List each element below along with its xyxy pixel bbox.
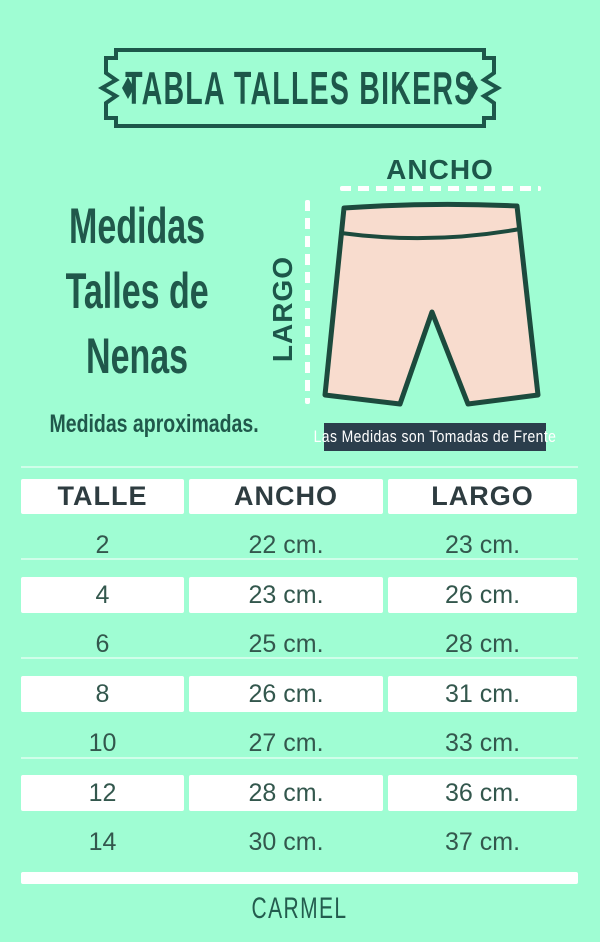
cell-ancho: 30 cm. [248, 827, 324, 856]
biker-shorts-illustration [315, 198, 550, 413]
table-row [0, 577, 600, 613]
row-separator [21, 466, 578, 468]
diagram-caption-box [313, 423, 557, 451]
column-header-largo: LARGO [388, 479, 577, 514]
banner-title [98, 44, 502, 132]
brand-name: CARMEL [252, 892, 348, 925]
length-dashed-line [305, 200, 310, 404]
table-header-row [0, 479, 600, 514]
banner-title-text: TABLA TALLES BIKERS [125, 62, 475, 114]
table-end-bar [21, 872, 578, 884]
cell-ancho: 26 cm. [189, 676, 383, 712]
diagram-caption-text: Las Medidas son Tomadas de Frente [313, 427, 557, 446]
cell-talle: 12 [21, 775, 184, 811]
intro-title-line-1: Medidas [68, 198, 206, 254]
cell-largo: 37 cm. [444, 827, 521, 856]
cell-ancho: 23 cm. [189, 577, 383, 613]
cell-largo: 23 cm. [444, 530, 521, 559]
table-row [0, 527, 600, 563]
table-row [0, 775, 600, 811]
cell-largo: 33 cm. [444, 728, 521, 757]
cell-ancho: 27 cm. [248, 728, 324, 757]
width-dashed-line [340, 186, 541, 191]
cell-talle: 2 [95, 530, 110, 559]
length-dimension-label: LARGO [267, 255, 298, 363]
cell-ancho: 25 cm. [248, 629, 324, 658]
intro-title-line-2: Talles de [65, 263, 209, 319]
cell-talle: 14 [88, 827, 117, 856]
cell-largo: 36 cm. [388, 775, 577, 811]
cell-largo: 26 cm. [388, 577, 577, 613]
intro-title-line-3: Nenas [85, 328, 189, 384]
table-row [0, 626, 600, 662]
width-dimension-label: ANCHO [386, 154, 494, 185]
intro-subtitle: Medidas aproximadas. [49, 410, 259, 438]
cell-largo: 31 cm. [388, 676, 577, 712]
table-row [0, 824, 600, 860]
table-row [0, 676, 600, 712]
cell-talle: 8 [21, 676, 184, 712]
brand-footer [0, 892, 600, 926]
cell-ancho: 28 cm. [189, 775, 383, 811]
cell-talle: 4 [21, 577, 184, 613]
column-header-talle: TALLE [21, 479, 184, 514]
cell-talle: 6 [95, 629, 110, 658]
cell-ancho: 22 cm. [248, 530, 324, 559]
cell-largo: 28 cm. [444, 629, 521, 658]
intro-title [8, 194, 266, 389]
table-row [0, 725, 600, 761]
column-header-ancho: ANCHO [189, 479, 383, 514]
cell-talle: 10 [88, 728, 117, 757]
